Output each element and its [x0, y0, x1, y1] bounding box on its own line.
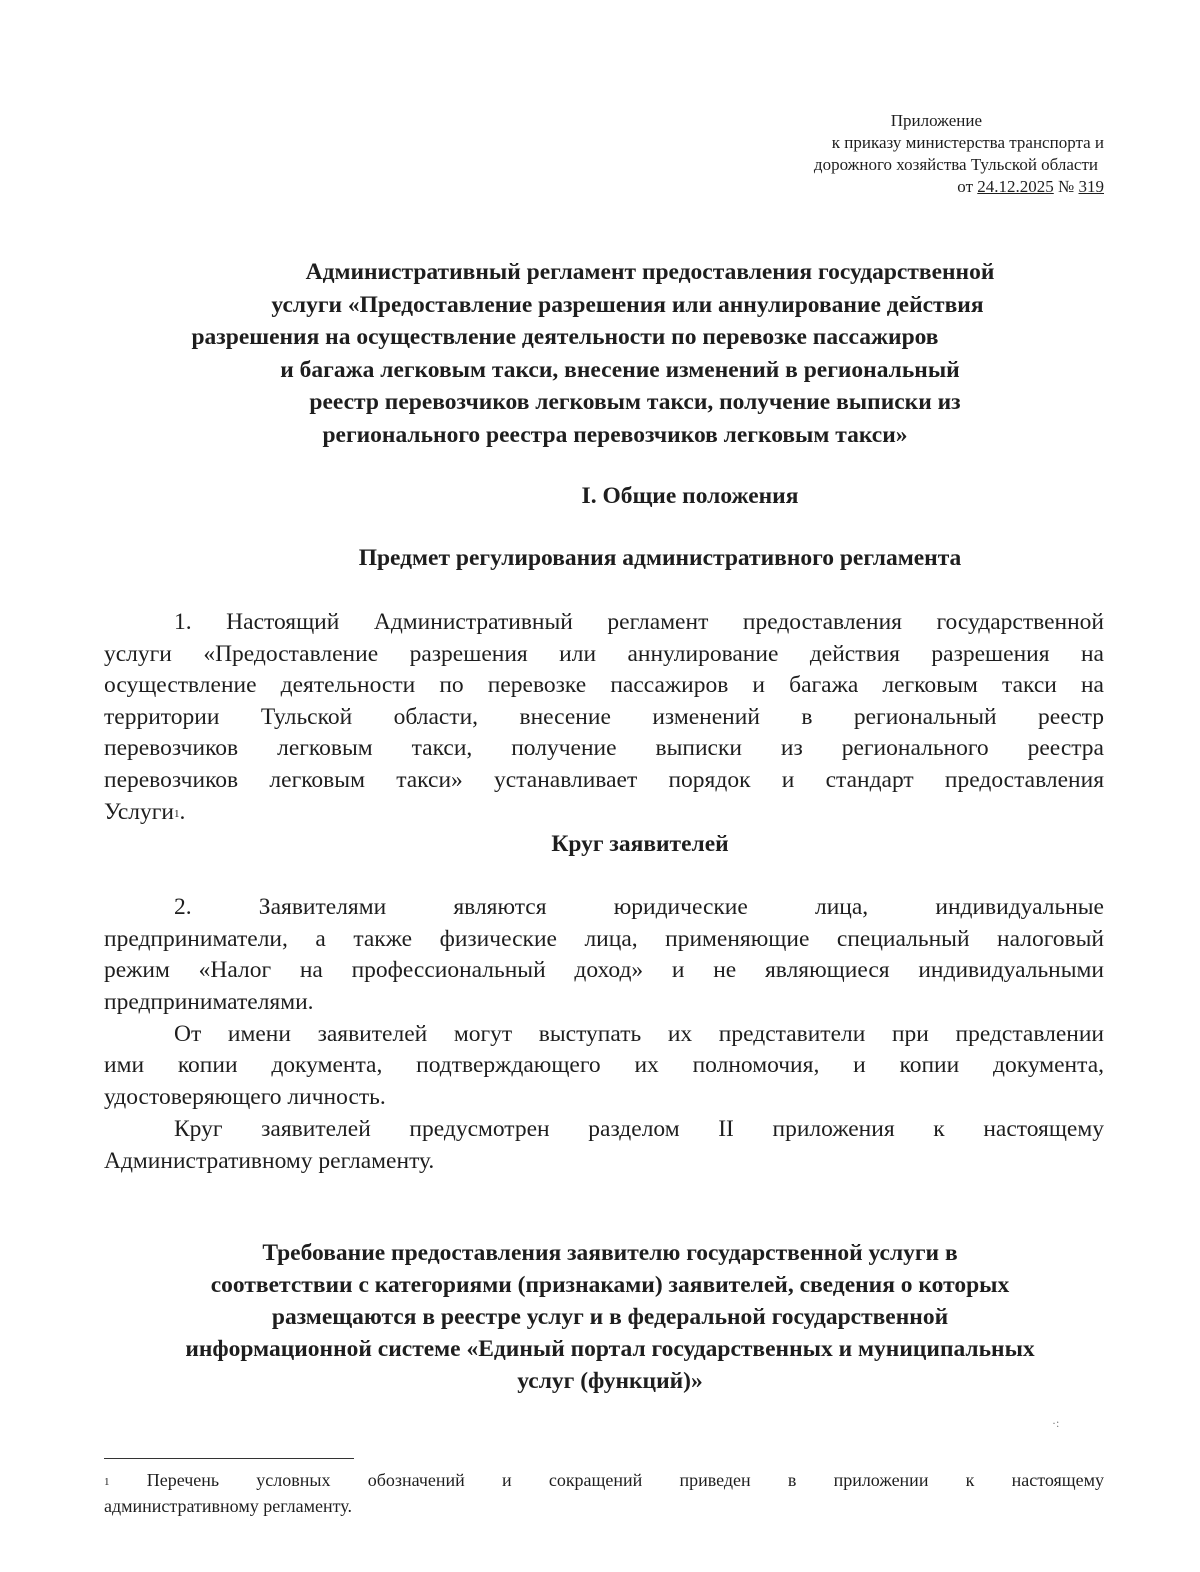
approval-line: к приказу министерства транспорта и — [831, 133, 1104, 152]
footnote-reference: 1 — [173, 808, 180, 820]
title-line: разрешения на осуществление деятельности по перевозке пассажиров — [191, 324, 939, 350]
section-heading: I. Общие положения — [581, 483, 799, 509]
scan-artifact: ·: — [1052, 1416, 1060, 1430]
paragraph-line: перевозчиков легковым такси, получение выписки из регионального реестра — [104, 735, 1104, 761]
paragraph-line: От имени заявителей могут выступать их представители при представлении — [174, 1021, 1104, 1047]
approval-date: 24.12.2025 — [977, 177, 1054, 196]
applicants-heading: Круг заявителей — [551, 831, 729, 857]
footnote-number: 1 — [104, 1476, 110, 1488]
requirement-heading-line: размещаются в реестре услуг и в федеральной государственной — [271, 1304, 949, 1330]
paragraph-line: предприниматели, а также физические лица, применяющие специальный налоговый — [104, 926, 1104, 952]
paragraph-line: 1. Настоящий Административный регламент предоставления государственной — [174, 609, 1104, 635]
title-line: реестр перевозчиков легковым такси, получение выписки из — [309, 389, 961, 415]
approval-from-label: от — [957, 177, 974, 196]
paragraph-text: Услуги — [104, 799, 174, 825]
title-line: и багажа легковым такси, внесение изменений в региональный — [280, 356, 960, 383]
requirement-heading-line: информационной системе «Единый портал государственных и муниципальных — [185, 1336, 1035, 1362]
paragraph-text: . — [179, 799, 186, 825]
title-line: регионального реестра перевозчиков легковым такси» — [322, 421, 908, 448]
paragraph-line: услуги «Предоставление разрешения или аннулирование действия разрешения на — [104, 641, 1104, 667]
approval-line: дорожного хозяйства Тульской области — [813, 155, 1098, 174]
footnote-text: Перечень условных обозначений и сокращений приведен в приложении к настоящему — [146, 1470, 1104, 1490]
title-line: Административный регламент предоставления государственной — [305, 259, 995, 285]
paragraph-line: территории Тульской области, внесение изменений в региональный реестр — [104, 704, 1104, 730]
approval-date-line — [644, 176, 1104, 198]
approval-number: 319 — [1078, 177, 1104, 196]
footnote-line — [104, 1467, 1104, 1493]
paragraph-line: перевозчиков легковым такси» устанавливает порядок и стандарт предоставления — [104, 767, 1104, 793]
document-title — [110, 256, 1110, 451]
paragraph-line: Круг заявителей предусмотрен разделом II приложения к настоящему — [174, 1116, 1104, 1142]
paragraph-line: ими копии документа, подтверждающего их полномочия, и копии документа, — [104, 1052, 1104, 1078]
footnote-line: административному регламенту. — [104, 1496, 352, 1516]
paragraph-last-line: предпринимателями. — [104, 989, 314, 1015]
approval-block — [644, 110, 1104, 198]
requirement-heading-line: соответствии с категориями (признаками) заявителей, сведения о которых — [210, 1272, 1010, 1298]
paragraph-line: 2. Заявителями являются юридические лица, индивидуальные — [174, 894, 1104, 920]
subject-heading: Предмет регулирования административного регламента — [358, 545, 962, 571]
paragraph-line: режим «Налог на профессиональный доход» и не являющиеся индивидуальными — [104, 957, 1104, 983]
paragraph-last-line: удостоверяющего личность. — [104, 1084, 386, 1110]
paragraph-line: осуществление деятельности по перевозке пассажиров и багажа легковым такси на — [104, 672, 1104, 698]
requirement-heading-line: Требование предоставления заявителю государственной услуги в — [262, 1240, 958, 1266]
approval-line: Приложение — [890, 111, 982, 130]
title-line: услуги «Предоставление разрешения или аннулирование действия — [271, 291, 984, 318]
paragraph-last-line — [104, 797, 1104, 829]
paragraph-last-line: Административному регламенту. — [104, 1148, 435, 1174]
approval-number-sign: № — [1058, 177, 1075, 196]
footnote-divider — [104, 1458, 354, 1459]
requirement-heading-line: услуг (функций)» — [517, 1368, 703, 1394]
